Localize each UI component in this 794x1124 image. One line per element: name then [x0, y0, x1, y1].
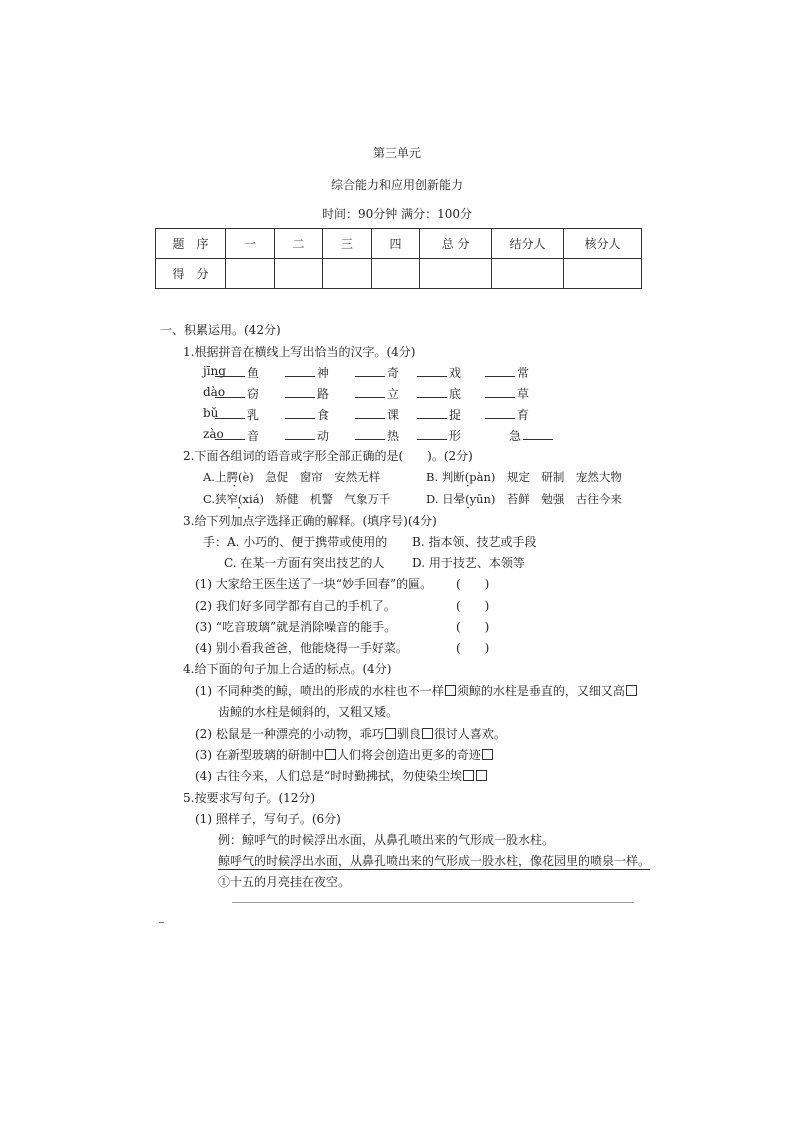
blank-line[interactable] [285, 428, 315, 440]
q5-subtask-1: (1) 照样子，写句子。(6分) [195, 812, 341, 826]
definition-b: B. 指本领、技艺或手段 [412, 535, 537, 549]
blank-line[interactable] [417, 386, 447, 398]
punctuation-box[interactable] [482, 749, 493, 760]
punctuation-box[interactable] [476, 770, 487, 781]
hanzi: 乳 [247, 408, 260, 422]
blank-line[interactable] [485, 386, 515, 398]
option-word: 判断(pàn) · [442, 470, 496, 484]
sentence-text: 很讨人喜欢。 [433, 727, 506, 741]
fill-blank-item[interactable] [215, 385, 259, 402]
blank-line[interactable] [417, 365, 447, 377]
fill-blank-item[interactable] [485, 385, 529, 402]
score-cell[interactable] [372, 259, 420, 289]
q4-sentence-1-cont: 齿鲸的水柱是倾斜的，又粗又矮。 [218, 705, 399, 719]
option-words: 急促 窗帘 安然无样 [265, 470, 381, 484]
hanzi: 戏 [449, 366, 462, 380]
blank-line[interactable] [285, 386, 315, 398]
blank-line[interactable] [215, 365, 245, 377]
blank-line[interactable] [215, 428, 245, 440]
header-cell: 三 [323, 229, 372, 259]
punctuation-box[interactable] [385, 728, 396, 739]
score-cell[interactable] [275, 259, 323, 289]
hanzi: 底 [449, 387, 462, 401]
page-mark [159, 922, 164, 923]
pinyin-label: bǔ [203, 406, 219, 420]
blank-line[interactable] [215, 407, 245, 419]
punctuation-box[interactable] [463, 770, 474, 781]
hanzi: 热 [387, 429, 400, 443]
header-cell: 总 分 [420, 229, 492, 259]
blank-line[interactable] [285, 365, 315, 377]
q4-sentence-2 [195, 725, 506, 742]
hanzi: 育 [517, 408, 530, 422]
score-table-header-row [156, 229, 642, 259]
blank-line[interactable] [355, 407, 385, 419]
option-b [426, 469, 622, 485]
model-sentence: 鲸呼气的时候浮出水面，从鼻孔喷出来的气形成一股水柱，像花园里的喷泉一样。 [218, 854, 651, 868]
hanzi: 奇 [387, 366, 400, 380]
hanzi: 动 [317, 429, 330, 443]
fill-blank-item[interactable] [417, 385, 461, 402]
q3-item-4: (4) 别小看我爸爸，他能烧得一手好菜。 [195, 641, 408, 655]
fill-blank-item[interactable] [285, 427, 329, 444]
definition-d: D. 用于技艺、本领等 [412, 556, 525, 570]
page-subtitle: 综合能力和应用创新能力 [330, 178, 463, 192]
option-label: B. [426, 470, 439, 484]
score-cell[interactable] [226, 259, 275, 289]
fill-blank-item[interactable] [355, 406, 399, 423]
score-cell[interactable] [492, 259, 564, 289]
fill-blank-item[interactable] [417, 406, 461, 423]
sentence-text: 驯良 [396, 727, 421, 741]
header-cell: 四 [372, 229, 420, 259]
hanzi: 路 [317, 387, 330, 401]
pinyin-label: dào [203, 385, 226, 399]
fill-blank-item[interactable] [355, 427, 399, 444]
example-sentence: 例：鲸呼气的时候浮出水面，从鼻孔喷出来的气形成一股水柱。 [218, 833, 555, 847]
sentence-text: (3) 在新型玻璃的研制中 [195, 748, 324, 762]
fill-blank-item[interactable] [215, 427, 259, 444]
fill-blank-item[interactable] [355, 364, 399, 381]
question-5-title: 5.按要求写句子。(12分) [183, 791, 316, 805]
header-cell: 核分人 [564, 229, 642, 259]
answer-paren[interactable]: ( ) [456, 577, 490, 591]
blank-line[interactable] [523, 428, 553, 440]
header-cell: 二 [275, 229, 323, 259]
fill-blank-item[interactable] [215, 364, 259, 381]
score-cell[interactable] [564, 259, 642, 289]
fill-blank-item[interactable] [215, 406, 259, 423]
fill-blank-item[interactable] [485, 364, 529, 381]
option-label: D. [426, 492, 439, 506]
option-word: 日晕(yūn) · [442, 492, 495, 506]
answer-paren[interactable]: ( ) [456, 620, 490, 634]
hanzi: 音 [247, 429, 260, 443]
hanzi: 立 [387, 387, 400, 401]
option-word: 上腭(è) · [215, 470, 254, 484]
sentence-text: (2) 松鼠是一种漂亮的小动物，乖巧 [195, 727, 384, 741]
blank-line[interactable] [485, 365, 515, 377]
header-cell: 题 序 [156, 229, 226, 259]
score-table-score-row [156, 259, 642, 289]
q4-sentence-4 [195, 767, 488, 784]
option-d [426, 491, 622, 507]
question-4-title: 4.给下面的句子加上合适的标点。(4分) [183, 662, 392, 676]
unit-title: 第三单元 [372, 146, 421, 160]
answer-paren[interactable]: ( ) [456, 641, 490, 655]
hanzi: 形 [449, 429, 462, 443]
q3-item-1: (1) 大家给王医生送了一块“妙手回春”的匾。 [195, 577, 433, 591]
q4-sentence-1 [195, 682, 638, 699]
fill-blank-item[interactable] [417, 427, 461, 444]
punctuation-box[interactable] [445, 685, 456, 696]
hanzi: 急 [509, 429, 522, 443]
hanzi: 捉 [449, 408, 462, 422]
section-title: 一、积累运用。(42分) [160, 323, 281, 337]
definition-c: C. 在某一方面有突出技艺的人 [224, 556, 385, 570]
score-table [155, 228, 642, 289]
blank-line[interactable] [355, 365, 385, 377]
option-a [203, 469, 380, 485]
question-3-title: 3.给下列加点字选择正确的解释。(填序号)(4分) [183, 514, 437, 528]
option-label: A. [203, 470, 215, 484]
hanzi: 鱼 [247, 366, 260, 380]
score-cell[interactable] [420, 259, 492, 289]
time-info: 时间：90分钟 满分：100分 [322, 207, 472, 221]
hanzi: 食 [317, 408, 330, 422]
fill-blank-item[interactable] [509, 427, 555, 444]
fill-blank-item[interactable] [285, 364, 329, 381]
sentence-text: 须鲸的水柱是垂直的，又细又高 [456, 684, 625, 698]
pinyin-label: jīng [203, 364, 226, 378]
score-label-cell: 得 分 [156, 259, 226, 289]
blank-line[interactable] [215, 386, 245, 398]
header-cell: 一 [226, 229, 275, 259]
pinyin-label: zào [203, 427, 224, 441]
q5-item-1: ①十五的月亮挂在夜空。 [218, 875, 351, 889]
hanzi: 草 [517, 387, 530, 401]
hanzi: 窃 [247, 387, 260, 401]
definition-a: 手：A. 小巧的、便于携带或使用的 [203, 535, 388, 549]
punctuation-box[interactable] [422, 728, 433, 739]
q4-sentence-3 [195, 746, 494, 763]
option-word: 狭窄(xiá) · [215, 492, 264, 506]
fill-blank-item[interactable] [285, 406, 329, 423]
header-cell: 结分人 [492, 229, 564, 259]
blank-line[interactable] [485, 407, 515, 419]
option-words: 苔鲜 勉强 古往今来 [506, 492, 622, 506]
question-2-title: 2.下面各组词的语音或字形全部正确的是( )。(2分) [183, 449, 473, 463]
blank-line[interactable] [417, 407, 447, 419]
punctuation-box[interactable] [626, 685, 637, 696]
sentence-text: 人们将会创造出更多的奇迹 [336, 748, 481, 762]
q3-item-2: (2) 我们好多同学都有自己的手机了。 [195, 599, 396, 613]
q3-item-3: (3) “吃音玻璃”就是消除噪音的能手。 [195, 620, 397, 634]
answer-line[interactable] [232, 902, 634, 903]
fill-blank-item[interactable] [355, 385, 399, 402]
hanzi: 课 [387, 408, 400, 422]
fill-blank-item[interactable] [285, 385, 329, 402]
punctuation-box[interactable] [325, 749, 336, 760]
option-label: C. [203, 492, 216, 506]
option-words: 矫健 机警 气象万千 [275, 492, 391, 506]
blank-line[interactable] [355, 428, 385, 440]
sentence-text: (4) 古往今来，人们总是“时时勤拂拭，勿使染尘埃 [195, 769, 462, 783]
hanzi: 神 [317, 366, 330, 380]
answer-paren[interactable]: ( ) [456, 599, 490, 613]
blank-line[interactable] [355, 386, 385, 398]
blank-line[interactable] [417, 428, 447, 440]
fill-blank-item[interactable] [485, 406, 529, 423]
question-1-title: 1.根据拼音在横线上写出恰当的汉字。(4分) [183, 345, 416, 359]
option-c [203, 491, 391, 507]
option-words: 规定 研制 宠然大物 [506, 470, 622, 484]
fill-blank-item[interactable] [417, 364, 461, 381]
score-cell[interactable] [323, 259, 372, 289]
blank-line[interactable] [285, 407, 315, 419]
hanzi: 常 [517, 366, 530, 380]
sentence-text: (1) 不同种类的鲸，喷出的形成的水柱也不一样 [195, 684, 444, 698]
